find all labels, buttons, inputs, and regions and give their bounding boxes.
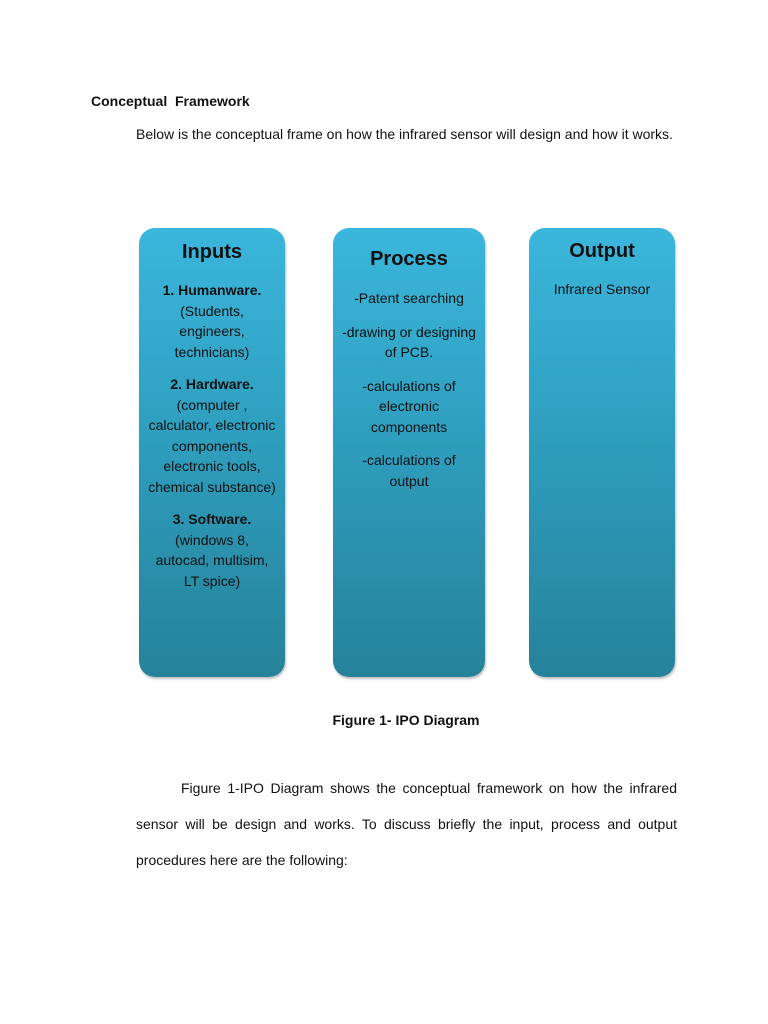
figure-caption: Figure 1- IPO Diagram — [332, 712, 480, 728]
input-group-hardware — [147, 374, 277, 497]
process-box — [333, 228, 485, 677]
input-detail: (computer , calculator, electronic components, electronic tools, chemical substance) — [148, 396, 276, 495]
intro-paragraph: Below is the conceptual frame on how the infrared sensor will design and how it works. — [136, 126, 673, 142]
input-detail: (Students, engineers, technicians) — [174, 302, 250, 360]
output-box — [529, 228, 675, 677]
input-name: 1. Humanware. — [162, 282, 262, 298]
input-name: 3. Software. — [172, 511, 252, 527]
input-name: 2. Hardware. — [170, 376, 254, 392]
input-detail: (windows 8, autocad, multisim, LT spice) — [155, 531, 269, 589]
inputs-title: Inputs — [182, 241, 242, 263]
process-title: Process — [370, 248, 448, 270]
process-step-component-calculations: -calculations of electronic components — [362, 377, 456, 435]
body-paragraph: Figure 1-IPO Diagram shows the conceptual framework on how the infrared sensor will be design and works. To discuss briefly the input, process and output procedures here are the following: — [136, 780, 677, 868]
inputs-box — [139, 228, 285, 677]
input-group-software — [147, 509, 277, 591]
output-title: Output — [569, 240, 635, 262]
process-step-output-calculations: -calculations of output — [362, 452, 456, 489]
section-heading: Conceptual Framework — [91, 93, 250, 109]
process-step-pcb-design: -drawing or designing of PCB. — [342, 323, 476, 360]
input-group-humanware — [147, 280, 277, 362]
process-step-patent-searching: -Patent searching — [354, 290, 464, 306]
output-item-infrared-sensor: Infrared Sensor — [553, 281, 651, 297]
